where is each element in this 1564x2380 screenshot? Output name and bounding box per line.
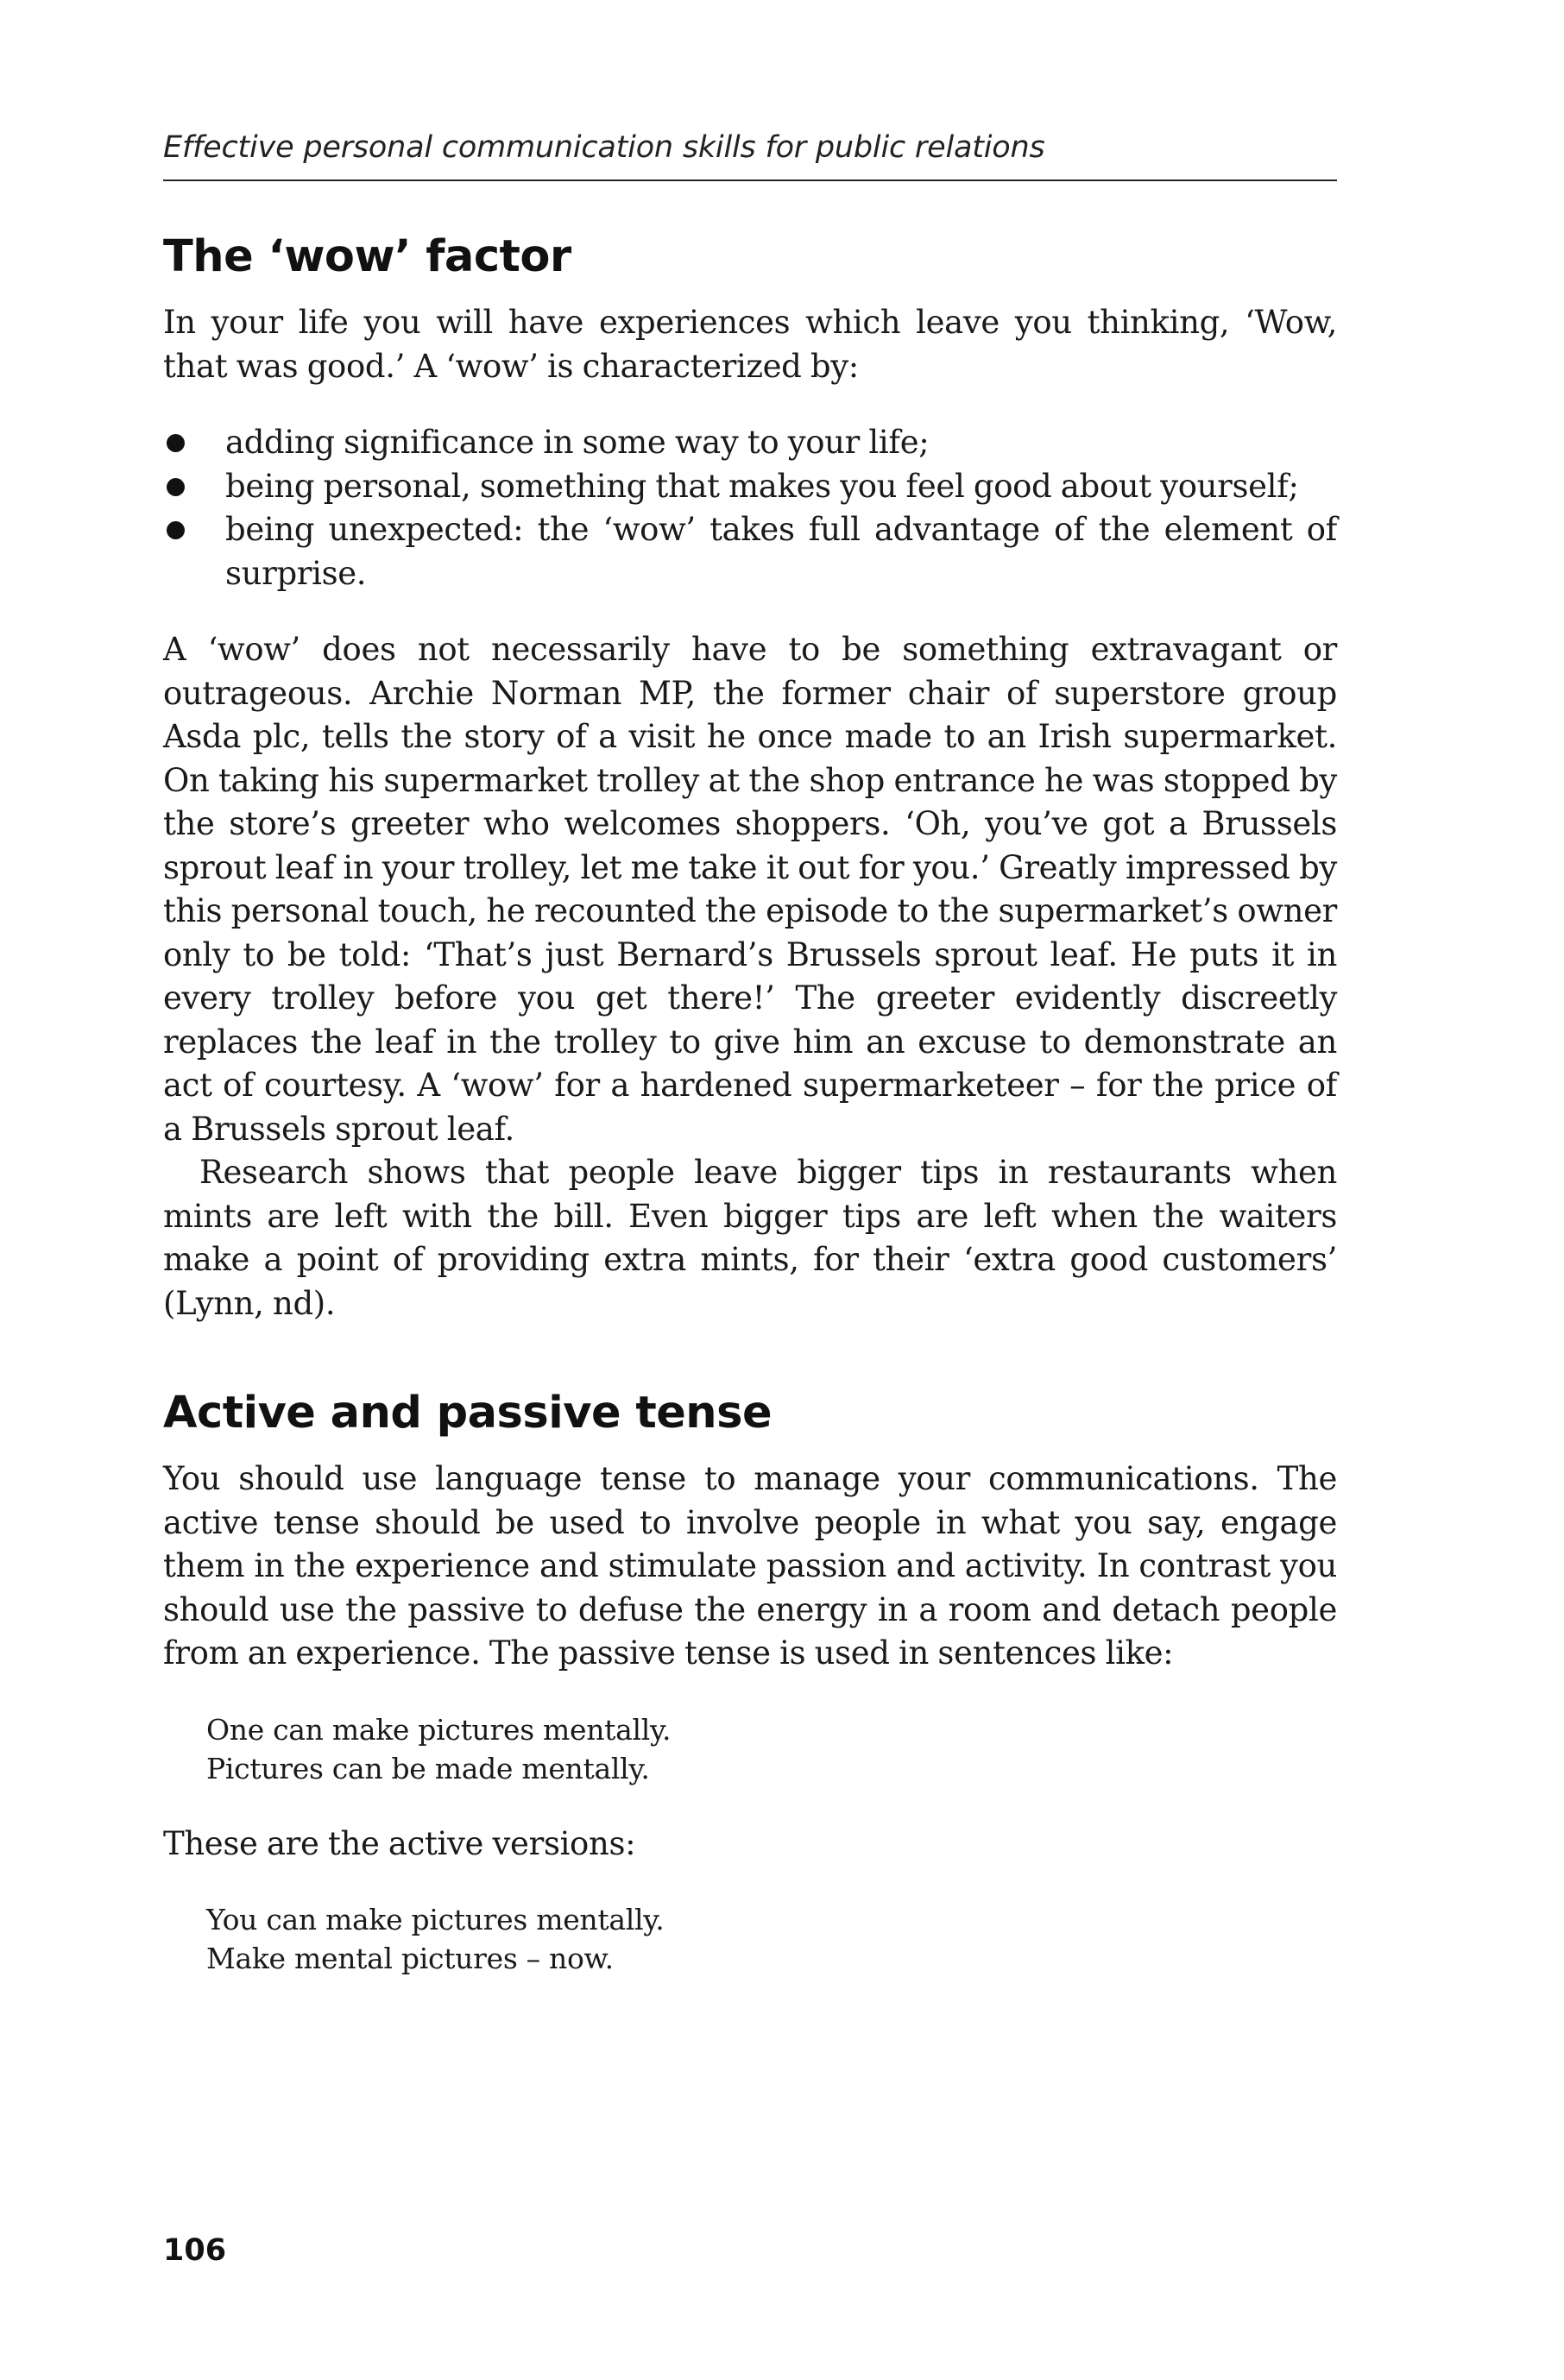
page-body [163, 129, 1337, 2012]
list-item [163, 421, 1337, 465]
example-line: You can make pictures mentally. [206, 1903, 665, 1936]
section-heading-wow: The ‘wow’ factor [163, 231, 571, 282]
list-item [163, 465, 1337, 509]
bullet-text: being unexpected: the ‘wow’ takes full advantage of the element of surprise. [225, 511, 1337, 592]
tense-intro-paragraph: You should use language tense to manage your communications. The active tense should be used to involve people in what you say, engage them in the experience and stimulate passion and activity. In contrast you should use the passive to defuse the energy in a room and detach people from an experience. The passive tense is used in sentences like: [163, 1460, 1337, 1672]
wow-research-paragraph: Research shows that people leave bigger tips in restaurants when mints are left with the bill. Even bigger tips are left when the waiters make a point of providing extra mints, for their ‘extra good customers’ (Lynn, nd). [163, 1154, 1337, 1322]
bullet-icon [167, 521, 185, 539]
wow-story-paragraph: A ‘wow’ does not necessarily have to be something extravagant or outrageous. Archie Norman MP, the former chair of superstore group Asda plc, tells the story of a visit he once made to an Irish supermarket. On taking his supermarket trolley at the shop entrance he was stopped by the store’s greeter who welcomes shoppers. ‘Oh, you’ve got a Brussels sprout leaf in your trolley, let me take it out for you.’ Greatly impressed by this personal touch, he recounted the episode to the supermarket’s owner only to be told: ‘That’s just Bernard’s Brussels sprout leaf. He puts it in every trolley before you get there!’ The greeter evidently discreetly replaces the leaf in the trolley to give him an excuse to demonstrate an act of courtesy. A ‘wow’ for a hardened supermarketeer – for the price of a Brussels sprout leaf. [163, 631, 1337, 1148]
section-heading-tense: Active and passive tense [163, 1388, 773, 1439]
passive-examples [206, 1710, 1337, 1788]
active-examples [206, 1900, 1337, 1978]
example-line: One can make pictures mentally. [206, 1712, 672, 1747]
example-line: Pictures can be made mentally. [206, 1751, 650, 1785]
running-head: Effective personal communication skills for public relations [163, 129, 1337, 181]
page-number: 106 [163, 2233, 227, 2268]
bullet-icon [167, 478, 185, 496]
bullet-text: being personal, something that makes you feel good about yourself; [225, 467, 1299, 505]
list-item [163, 508, 1337, 595]
wow-intro-paragraph: In your life you will have experiences which leave you thinking, ‘Wow, that was good.’ A ‘wow’ is characterized by: [163, 304, 1337, 385]
active-versions-paragraph: These are the active versions: [163, 1824, 636, 1862]
example-line: Make mental pictures – now. [206, 1942, 614, 1975]
bullet-icon [167, 434, 185, 452]
bullet-text: adding significance in some way to your life; [225, 424, 930, 461]
wow-bullet-list [163, 421, 1337, 595]
